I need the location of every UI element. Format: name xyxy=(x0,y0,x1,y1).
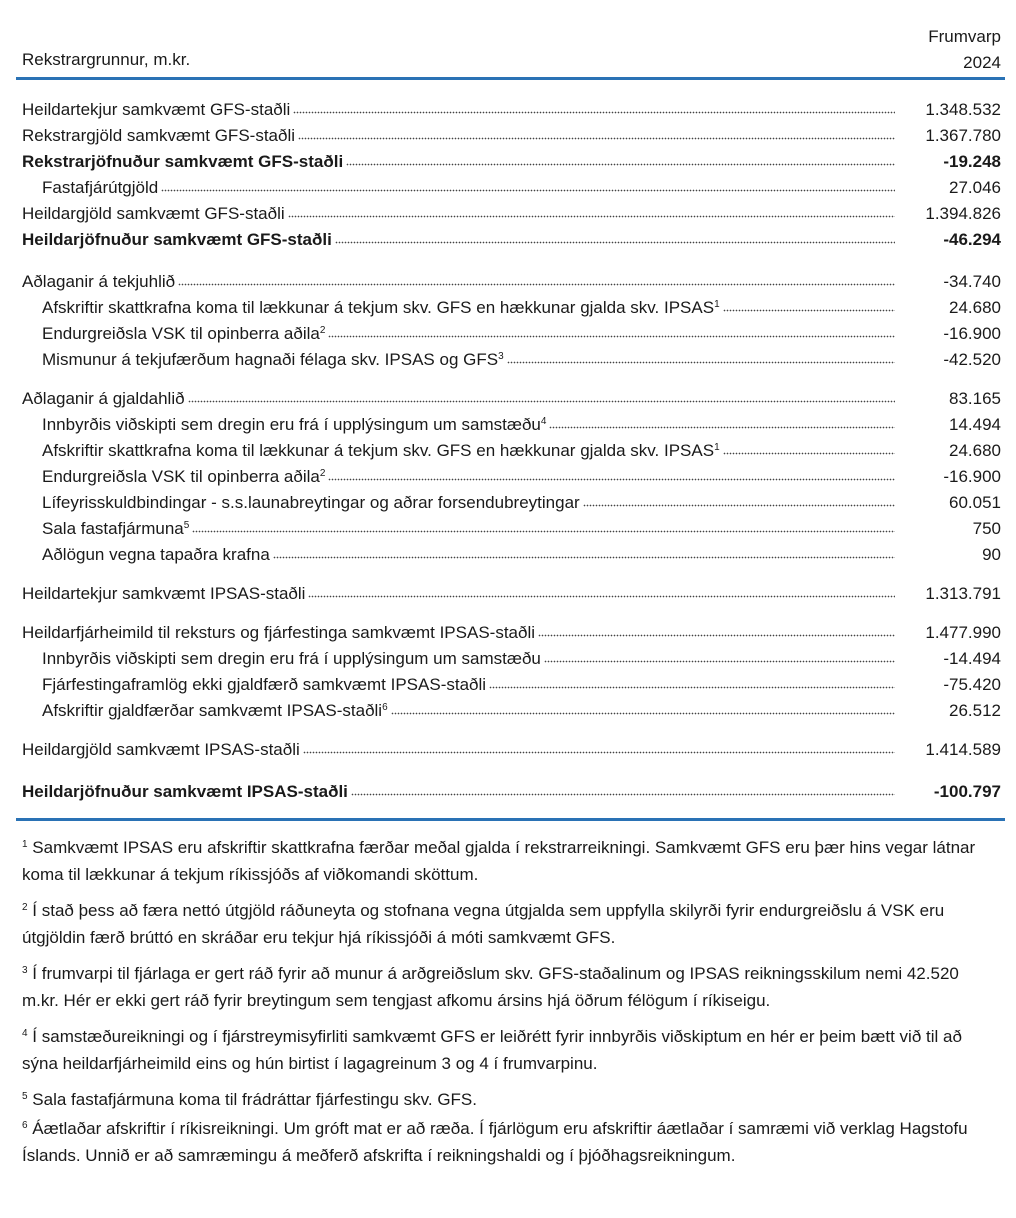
leader-dots xyxy=(507,357,895,365)
column-header-year: 2024 xyxy=(963,53,1001,72)
row-label: Fastafjárútgjöld xyxy=(42,178,159,197)
leader-dots xyxy=(544,656,895,664)
table-row xyxy=(16,383,1005,409)
leader-dots xyxy=(308,591,895,599)
row-value: -100.797 xyxy=(933,782,1001,801)
row-label: Afskriftir gjaldfærðar samkvæmt IPSAS-staðli xyxy=(42,701,383,720)
footnote-ref: 5 xyxy=(183,520,190,531)
row-value: -16.900 xyxy=(943,324,1001,343)
footnote-text: Sala fastafjármuna koma til frádráttar fjárfestingu skv. GFS. xyxy=(32,1090,477,1109)
table-row xyxy=(16,94,1005,120)
row-value: 24.680 xyxy=(949,441,1001,460)
column-header xyxy=(928,24,1001,76)
table-row xyxy=(16,734,1005,760)
table-body xyxy=(16,94,1005,802)
row-label: Aðlögun vegna tapaðra krafna xyxy=(42,545,270,564)
table-row xyxy=(16,539,1005,565)
table-row-total xyxy=(16,224,1005,250)
footnote-number: 2 xyxy=(22,902,28,913)
leader-dots xyxy=(538,630,895,638)
footnote-ref: 4 xyxy=(540,416,547,427)
footnote xyxy=(22,1023,997,1077)
row-label: Lífeyrisskuldbindingar - s.s.launabreytingar og aðrar forsendubreytingar xyxy=(42,493,580,512)
table-row-total xyxy=(16,146,1005,172)
row-label: Heildargjöld samkvæmt IPSAS-staðli xyxy=(22,740,300,759)
row-value: 1.477.990 xyxy=(925,623,1001,642)
row-value: 83.165 xyxy=(949,389,1001,408)
row-label: Heildarjöfnuður samkvæmt GFS-staðli xyxy=(22,230,332,249)
row-value: 90 xyxy=(982,545,1001,564)
leader-dots xyxy=(328,331,895,339)
leader-dots xyxy=(391,708,895,716)
row-value: 27.046 xyxy=(949,178,1001,197)
header-rule xyxy=(16,77,1005,80)
table-row xyxy=(16,643,1005,669)
row-value: 1.414.589 xyxy=(925,740,1001,759)
leader-dots xyxy=(178,279,895,287)
footnote-text: Samkvæmt IPSAS eru afskriftir skattkrafna færðar meðal gjalda í rekstrarreikningi. Samkvæmt GFS eru þær hins vegar látnar koma til lækkunar á tekjum ríkissjóðs af viðkomandi sköttum. xyxy=(22,838,976,884)
leader-dots xyxy=(723,305,895,313)
table-row xyxy=(16,435,1005,461)
footnote xyxy=(22,960,997,1014)
leader-dots xyxy=(723,448,895,456)
row-label: Aðlaganir á gjaldahlið xyxy=(22,389,185,408)
table-row xyxy=(16,120,1005,146)
footnote-text: Í frumvarpi til fjárlaga er gert ráð fyrir að munur á arðgreiðslum skv. GFS-staðalinum og IPSAS reikningsskilum nemi 42.520 m.kr. Hér er ekki gert ráð fyrir breytingum sem tengjast afkomu ársins hjá öðrum félögum í ríkiseigu. xyxy=(22,964,959,1010)
leader-dots xyxy=(273,552,895,560)
table-title: Rekstrargrunnur, m.kr. xyxy=(22,50,191,69)
row-label: Heildartekjur samkvæmt GFS-staðli xyxy=(22,100,291,119)
leader-dots xyxy=(549,422,895,430)
table-row xyxy=(16,318,1005,344)
footnote-number: 6 xyxy=(22,1120,28,1131)
row-label: Sala fastafjármuna xyxy=(42,519,184,538)
footnote-number: 5 xyxy=(22,1091,28,1102)
row-value: 1.394.826 xyxy=(925,204,1001,223)
row-value: -46.294 xyxy=(943,230,1001,249)
footnote-text: Í samstæðureikningi og í fjárstreymisyfirliti samkvæmt GFS er leiðrétt fyrir innbyrðis viðskiptum en hér er þeim bætt við til að sýna heildarfjárheimild eins og hún birtist í lagagreinum 3 og 4 í frumvarpinu. xyxy=(22,1027,962,1073)
footnote xyxy=(22,1115,997,1169)
footnote xyxy=(22,897,997,951)
row-value: -34.740 xyxy=(943,272,1001,291)
row-label: Fjárfestingaframlög ekki gjaldfærð samkvæmt IPSAS-staðli xyxy=(42,675,487,694)
leader-dots xyxy=(188,396,895,404)
row-value: 60.051 xyxy=(949,493,1001,512)
table-row xyxy=(16,578,1005,604)
row-label: Heildartekjur samkvæmt IPSAS-staðli xyxy=(22,584,306,603)
leader-dots xyxy=(351,789,895,797)
table-row xyxy=(16,669,1005,695)
row-value: 26.512 xyxy=(949,701,1001,720)
table-row xyxy=(16,487,1005,513)
row-value: 1.367.780 xyxy=(925,126,1001,145)
leader-dots xyxy=(161,185,895,193)
row-value: -19.248 xyxy=(943,152,1001,171)
leader-dots xyxy=(293,107,895,115)
leader-dots xyxy=(335,237,895,245)
footnote xyxy=(22,834,997,888)
leader-dots xyxy=(288,211,895,219)
leader-dots xyxy=(298,133,895,141)
row-label: Innbyrðis viðskipti sem dregin eru frá í upplýsingum um samstæðu xyxy=(42,415,541,434)
row-value: -14.494 xyxy=(943,649,1001,668)
column-header-label: Frumvarp xyxy=(928,27,1001,46)
footnote-ref: 6 xyxy=(382,702,388,713)
row-value: 24.680 xyxy=(949,298,1001,317)
footnote-number: 4 xyxy=(22,1028,28,1039)
row-value: 1.348.532 xyxy=(925,100,1001,119)
leader-dots xyxy=(303,747,895,755)
row-label: Rekstrarjöfnuður samkvæmt GFS-staðli xyxy=(22,152,344,171)
leader-dots xyxy=(346,159,895,167)
footnote-ref: 2 xyxy=(319,468,326,479)
footnote-number: 1 xyxy=(22,839,28,850)
footnote-ref: 2 xyxy=(319,325,326,336)
row-value: 1.313.791 xyxy=(925,584,1001,603)
table-row xyxy=(16,292,1005,318)
row-value: -75.420 xyxy=(943,675,1001,694)
row-label: Rekstrargjöld samkvæmt GFS-staðli xyxy=(22,126,296,145)
row-label: Mismunur á tekjufærðum hagnaði félaga skv. IPSAS og GFS xyxy=(42,350,499,369)
footnote-ref: 1 xyxy=(714,442,720,453)
row-label: Aðlaganir á tekjuhlið xyxy=(22,272,176,291)
footnote xyxy=(22,1086,997,1113)
row-label: Innbyrðis viðskipti sem dregin eru frá í upplýsingum um samstæðu xyxy=(42,649,541,668)
row-value: 14.494 xyxy=(949,415,1001,434)
footnote-ref: 3 xyxy=(498,351,504,362)
footnote-text: Áætlaðar afskriftir í ríkisreikningi. Um gróft mat er að ræða. Í fjárlögum eru afskriftir áætlaðar í samræmi við verklag Hagstofu Íslands. Unnið er að samræmingu á meðferð afskrifta í reikningshaldi og í þjóðhagsreikningum. xyxy=(22,1119,968,1165)
row-label: Heildarfjárheimild til reksturs og fjárfestinga samkvæmt IPSAS-staðli xyxy=(22,623,536,642)
row-label: Afskriftir skattkrafna koma til lækkunar á tekjum skv. GFS en hækkunar gjalda skv. IPSAS xyxy=(42,298,715,317)
table-row xyxy=(16,617,1005,643)
row-label: Endurgreiðsla VSK til opinberra aðila xyxy=(42,324,320,343)
table-row xyxy=(16,513,1005,539)
table-header xyxy=(16,22,1005,77)
row-label: Heildargjöld samkvæmt GFS-staðli xyxy=(22,204,285,223)
row-value: -16.900 xyxy=(943,467,1001,486)
leader-dots xyxy=(328,474,895,482)
leader-dots xyxy=(583,500,895,508)
leader-dots xyxy=(489,682,895,690)
footnote-number: 3 xyxy=(22,965,28,976)
table-row xyxy=(16,461,1005,487)
table-row xyxy=(16,198,1005,224)
footer-rule xyxy=(16,818,1005,821)
table-row xyxy=(16,695,1005,721)
table-row xyxy=(16,266,1005,292)
footnote-text: Í stað þess að færa nettó útgjöld ráðuneyta og stofnana vegna útgjalda sem uppfylla skilyrði fyrir endurgreiðslu á VSK eru útgjöldin færð brúttó en skráðar eru tekjur hjá ríkissjóði á móti samkvæmt GFS. xyxy=(22,901,945,947)
row-value: 750 xyxy=(972,519,1001,538)
row-label: Endurgreiðsla VSK til opinberra aðila xyxy=(42,467,320,486)
table-row xyxy=(16,409,1005,435)
leader-dots xyxy=(192,526,895,534)
table-row xyxy=(16,172,1005,198)
table-row-total xyxy=(16,776,1005,802)
table-row xyxy=(16,344,1005,370)
row-label: Afskriftir skattkrafna koma til lækkunar á tekjum skv. GFS en hækkunar gjalda skv. IPSAS xyxy=(42,441,715,460)
footnote-ref: 1 xyxy=(714,299,720,310)
row-label: Heildarjöfnuður samkvæmt IPSAS-staðli xyxy=(22,782,348,801)
row-value: -42.520 xyxy=(943,350,1001,369)
footnotes xyxy=(22,834,997,1178)
